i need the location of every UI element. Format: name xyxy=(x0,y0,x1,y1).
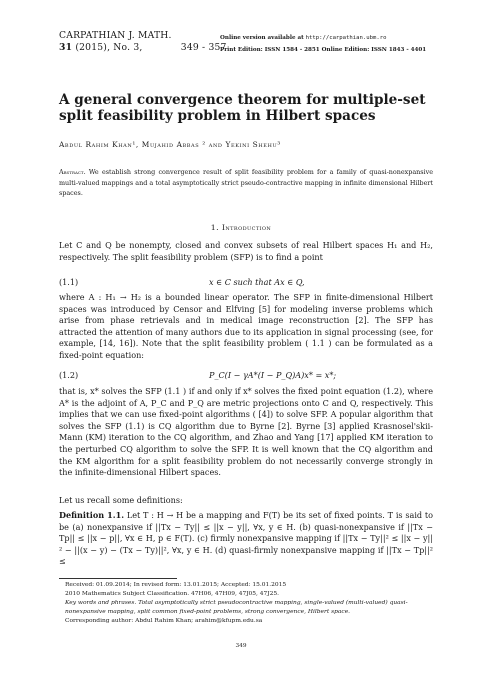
print-edition: Print Edition: ISSN 1584 - 2851 Online Edition: ISSN 1843 - 4401 xyxy=(220,47,427,53)
section-title: 1. Introduction xyxy=(210,223,272,232)
intro-paragraph-3: that is, x* solves the SFP (1.1 ) if and only if x* solves the fixed point equation (1.2), where A* is the adjoint of A, P_C and P_Q are metric projections onto C and Q, respectively. This implies that we can use fixed-point algorithms ( [4]) to solve SFP. A popular algorithm that solves the SFP (1.1) is CQ algorithm due to Byrne [2]. Byrne [3] applied Krasnosel'skii-Mann (KM) iteration to the CQ algorithm, and Zhao and Yang [17] applied KM iteration to the perturbed CQ algorithm to solve the SFP. It is well known that the CQ algorithm and the KM algorithm for a split feasibility problem do not necessarily converge strongly in the infinite-dimensional Hilbert spaces. xyxy=(59,386,433,478)
journal-volume: 31 xyxy=(59,42,73,53)
paper-authors: Abdul Rahim Khan¹, Mujahid Abbas ² and Yekini Shehu³ xyxy=(59,140,281,149)
footnote-corresponding: Corresponding author: Abdul Rahim Khan; arahim@kfupm.edu.sa xyxy=(65,618,263,624)
journal-header xyxy=(59,30,227,54)
equation-number: (1.2) xyxy=(59,370,79,380)
edition-info xyxy=(220,32,426,56)
journal-year-issue: (2015), No. 3, xyxy=(75,42,143,53)
definition-label: Definition 1.1. xyxy=(59,510,125,520)
journal-name: CARPATHIAN J. MATH. xyxy=(59,30,172,41)
equation-body: x ∈ C such that Ax ∈ Q, xyxy=(209,277,305,287)
intro-paragraph-1: Let C and Q be nonempty, closed and convex subsets of real Hilbert spaces H₁ and H₂, respectively. The split feasibility problem (SFP) is to find a point xyxy=(59,240,433,262)
footnote-received: Received: 01.09.2014; In revised form: 13.01.2015; Accepted: 15.01.2015 xyxy=(65,582,287,588)
journal-volume-line xyxy=(59,42,227,54)
equation-body: P_C(I − γA*(I − P_Q)A)x* = x*; xyxy=(209,370,337,380)
footnote-keywords: Key words and phrases. Total asymptotically strict pseudocontractive mapping, single-valued (multi-valued) quasi-nonexpansive mapping, split common fixed-point problems, strong convergence, Hilbert space. xyxy=(65,600,408,615)
recall-line: Let us recall some definitions: xyxy=(59,495,183,505)
definition-1-1 xyxy=(59,510,433,568)
paper-title: A general convergence theorem for multiple-set split feasibility problem in Hilbert spaces xyxy=(59,92,426,124)
footnote-msc: 2010 Mathematics Subject Classification. 47H06, 47H09, 47J05, 47J25. xyxy=(65,591,280,597)
online-url[interactable]: http://carpathian.ubm.ro xyxy=(305,35,387,41)
page-number: 349 xyxy=(235,643,247,649)
footnote-rule xyxy=(59,578,177,579)
definition-text: Let T : H → H be a mapping and F(T) be its set of fixed points. T is said to be (a) nonexpansive if ||Tx − Ty|| ≤ ||x − y||, ∀x, y ∈ H. (b) quasi-nonexpansive if ||Tx − Tp|| ≤ ||x − p||, ∀x ∈ H, p ∈ F(T). (c) firmly nonexpansive mapping if ||Tx − Ty||² ≤ ||x − y||² − ||(x − y) − (Tx − Ty)||², ∀x, y ∈ H. (d) quasi-firmly nonexpansive mapping if ||Tx − Tp||² ≤ xyxy=(59,510,434,567)
online-prefix: Online version available at xyxy=(220,35,304,41)
abstract xyxy=(59,167,433,199)
abstract-label: Abstract. xyxy=(59,168,86,176)
journal-pages: 349 - 357 xyxy=(180,42,227,53)
abstract-text: We establish strong convergence result of split feasibility problem for a family of quasi-nonexpansive multi-valued mappings and a total asymptotically strict pseudo-contractive mapping in infinite dimensional Hilbert spaces. xyxy=(59,168,433,197)
equation-number: (1.1) xyxy=(59,277,79,287)
intro-paragraph-2: where A : H₁ → H₂ is a bounded linear operator. The SFP in finite-dimensional Hilbert spaces was introduced by Censor and Elfving [5] for modeling inverse problems which arise from phase retrievals and in medical image reconstruction [2]. The SFP has attracted the attention of many authors due to its application in signal processing (see, for example, [14, 16]). Note that the split feasibility problem ( 1.1 ) can be formulated as a fixed-point equation: xyxy=(59,292,433,360)
